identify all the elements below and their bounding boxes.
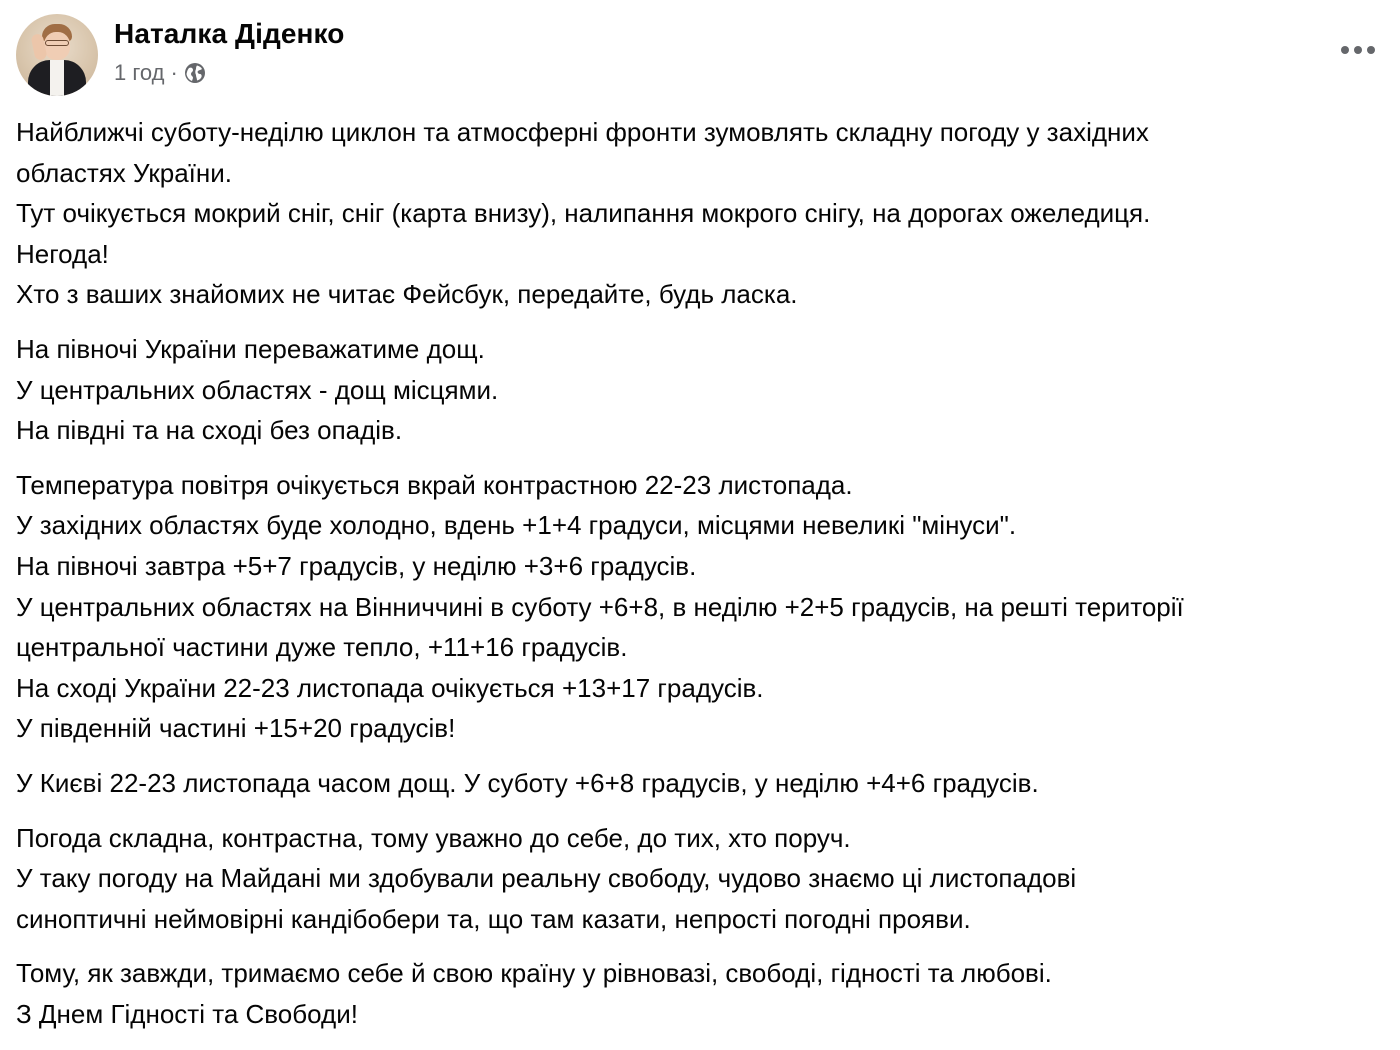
paragraph-3 xyxy=(16,465,1396,749)
text-line: На півночі завтра +5+7 градусів, у неділю +3+6 градусів. xyxy=(16,550,697,581)
text-line: У Києві 22-23 листопада часом дощ. У суботу +6+8 градусів, у неділю +4+6 градусів. xyxy=(16,767,1039,798)
text-line: На сході України 22-23 листопада очікується +13+17 градусів. xyxy=(16,672,764,703)
avatar-shirt xyxy=(50,60,64,96)
more-options-icon xyxy=(1341,46,1375,54)
post-timestamp[interactable]: 1 год xyxy=(114,60,165,85)
post-header xyxy=(16,14,1384,96)
text-line: На півдні та на сході без опадів. xyxy=(16,415,403,446)
text-line: У південній частині +15+20 градусів! xyxy=(16,713,456,744)
avatar-face xyxy=(44,32,70,60)
post-meta xyxy=(114,60,206,86)
text-line: Тому, як завжди, тримаємо себе й свою країну у рівновазі, свободі, гідності та любові. xyxy=(16,958,1052,989)
text-line: Погода складна, контрастна, тому уважно до себе, до тих, хто поруч. xyxy=(16,822,851,853)
text-line: Хто з ваших знайомих не читає Фейсбук, передайте, будь ласка. xyxy=(16,279,798,310)
text-line: У таку погоду на Майдані ми здобували реальну свободу, чудово знаємо ці листопадові xyxy=(16,863,1077,894)
paragraph-6 xyxy=(16,953,1396,1034)
post-body xyxy=(16,112,1396,1048)
text-line: У центральних областях на Вінниччині в суботу +6+8, в неділю +2+5 градусів, на решті території xyxy=(16,591,1184,622)
paragraph-2 xyxy=(16,329,1396,451)
more-options-button[interactable] xyxy=(1336,32,1380,68)
text-line: Найближчі суботу-неділю циклон та атмосферні фронти зумовлять складну погоду у західних xyxy=(16,117,1149,147)
globe-icon[interactable] xyxy=(184,62,206,84)
text-line: У центральних областях - дощ місцями. xyxy=(16,374,499,405)
text-line: У західних областях буде холодно, вдень +1+4 градуси, місцями невеликі "мінуси". xyxy=(16,510,1017,541)
avatar-glasses xyxy=(45,40,69,46)
text-line: синоптичні неймовірні кандібобери та, що там казати, непрості погодні прояви. xyxy=(16,903,971,934)
text-line: З Днем Гідності та Свободи! xyxy=(16,998,358,1029)
paragraph-1 xyxy=(16,112,1396,315)
text-line: Негода! xyxy=(16,238,109,269)
avatar[interactable] xyxy=(16,14,98,96)
author-name[interactable]: Наталка Діденко xyxy=(114,18,345,49)
text-line: центральної частини дуже тепло, +11+16 градусів. xyxy=(16,632,628,663)
paragraph-5 xyxy=(16,818,1396,940)
text-line: Тут очікується мокрий сніг, сніг (карта внизу), налипання мокрого снігу, на дорогах ожеледиця. xyxy=(16,198,1151,229)
text-line: областях України. xyxy=(16,157,232,188)
text-line: На півночі України переважатиме дощ. xyxy=(16,333,485,364)
text-line: Температура повітря очікується вкрай контрастною 22-23 листопада. xyxy=(16,469,853,500)
paragraph-4 xyxy=(16,763,1396,804)
meta-separator: · xyxy=(170,60,178,85)
